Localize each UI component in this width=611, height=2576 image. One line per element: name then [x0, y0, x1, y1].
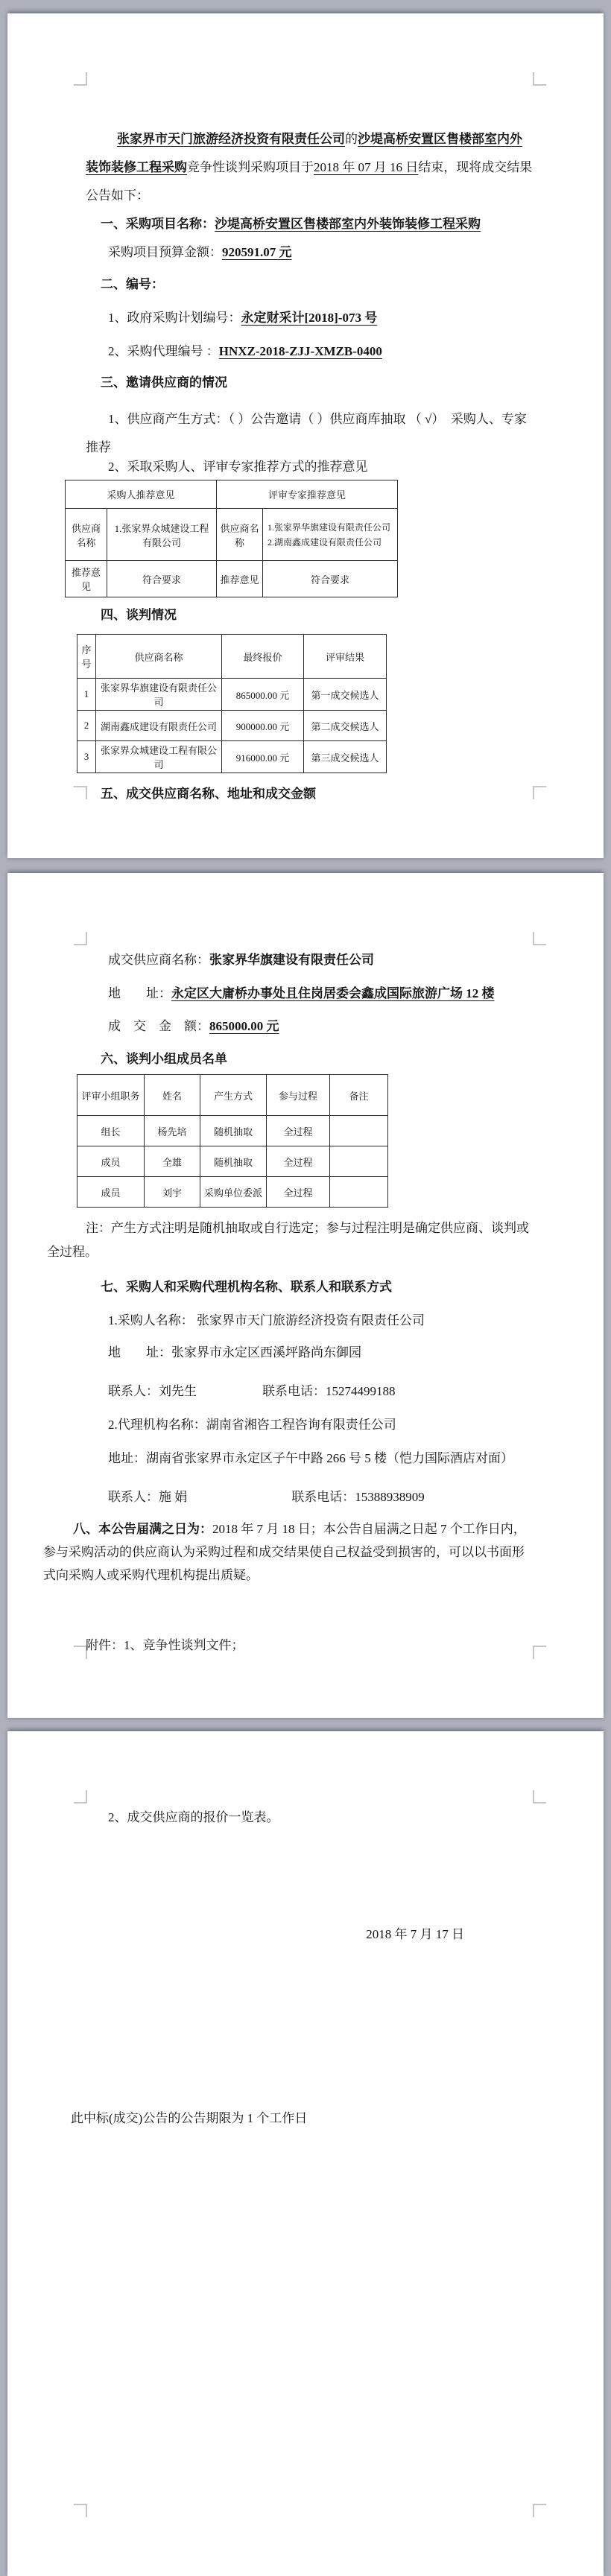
- amount-value: 865000.00 元: [209, 1019, 279, 1033]
- buyer-recommended-supplier-cell: 1.张家界众城建设工程有限公司: [107, 509, 217, 561]
- section-2-heading: [86, 270, 533, 299]
- supplier-source-line: 1、供应商产生方式：（ ）公告邀请（ ）供应商库抽取 （ √） 采购人、专家推荐: [86, 412, 527, 454]
- col-header-name: 姓名: [145, 1075, 200, 1116]
- section-3-label: 三、邀请供应商的情况: [101, 375, 227, 390]
- result-cell: 第二成交候选人: [304, 711, 387, 741]
- remark-cell: [330, 1146, 388, 1177]
- contact-person: 联系人：施 娟: [108, 1490, 188, 1504]
- winner-name: 张家界华旗建设有限责任公司: [209, 953, 374, 967]
- name-cell: 杨先培: [145, 1116, 200, 1146]
- index-cell: 1: [77, 679, 96, 711]
- buyer-name-line: 1.采购人名称： 张家界市天门旅游经济投资有限责任公司: [108, 1313, 425, 1327]
- address-label: 地 址：: [108, 986, 171, 1000]
- section-4-label: 四、谈判情况: [101, 608, 177, 622]
- announcement-period-line: 此中标(成交)公告的公告期限为 1 个工作日: [71, 2111, 308, 2125]
- section-6-heading: [86, 1045, 533, 1073]
- supplier-name-label-cell: 供应商名称: [217, 509, 263, 561]
- table-row: [77, 1116, 388, 1146]
- page-3-content: [7, 1731, 604, 2576]
- supplier-cell: 张家界众城建设工程有限公司: [96, 741, 222, 773]
- buyer-recommendation-header: 采购人推荐意见: [66, 480, 217, 509]
- budget-line: [86, 238, 533, 267]
- index-cell: 2: [77, 711, 96, 741]
- col-header-supplier: 供应商名称: [96, 635, 222, 679]
- end-date: 2018 年 07 月 16 日: [314, 160, 419, 174]
- contact-phone: 联系电话：15274499188: [262, 1384, 396, 1398]
- page-2: [7, 873, 604, 1718]
- contact-phone: 联系电话：15388938909: [291, 1490, 425, 1504]
- budget-label: 采购项目预算金额：: [108, 245, 222, 259]
- section-1-project-name: 沙堤高桥安置区售楼部室内外装饰装修工程采购: [215, 217, 481, 231]
- project-name: 沙堤高桥安置区售楼部室内外装饰装修工程采购: [86, 132, 522, 174]
- supplier-cell: 湖南鑫成建设有限责任公司: [96, 711, 222, 741]
- remark-cell: [330, 1116, 388, 1146]
- section-1-label: 一、采购项目名称：: [101, 217, 215, 231]
- method-cell: 随机抽取: [200, 1146, 267, 1177]
- remark-cell: [330, 1177, 388, 1208]
- opinion-value-cell: 符合要求: [107, 561, 217, 597]
- section-6-label: 六、谈判小组成员名单: [101, 1052, 227, 1066]
- recommendation-line: 2、采取采购人、评审专家推荐方式的推荐意见: [108, 460, 368, 474]
- agent-contact-line: [86, 1483, 533, 1511]
- contact-person: 联系人：刘先生: [108, 1384, 197, 1398]
- section-1-heading: [86, 210, 533, 238]
- process-cell: 全过程: [267, 1116, 330, 1146]
- table-row: [77, 1177, 388, 1208]
- price-cell: 900000.00 元: [222, 711, 304, 741]
- col-header-role: 评审小组职务: [77, 1075, 145, 1116]
- section-8-paragraph: [43, 1517, 533, 1587]
- recommendation-table: [65, 480, 398, 597]
- buyer-name: 张家界市天门旅游经济投资有限责任公司: [117, 132, 345, 146]
- buyer-contact-line: [86, 1377, 533, 1406]
- attachment-line-1: 附件：1、竞争性谈判文件；: [86, 1638, 244, 1652]
- plan-number-line: [86, 304, 533, 332]
- supplier-name-label-cell: 供应商名称: [66, 509, 107, 561]
- name-cell: 全雄: [145, 1146, 200, 1177]
- expert-recommended-suppliers-cell: [263, 509, 398, 561]
- table-row: [77, 1146, 388, 1177]
- section-8-label: 八、本公告届满之日为：: [73, 1522, 212, 1536]
- col-header-result: 评审结果: [304, 635, 387, 679]
- note-paragraph: 注：产生方式注明是随机抽取或自行选定；参与过程注明是确定供应商、谈判或全过程。: [47, 1221, 529, 1259]
- opinion-value-cell: 符合要求: [263, 561, 398, 597]
- section-7-label: 七、采购人和采购代理机构名称、联系人和联系方式: [101, 1280, 392, 1294]
- intro-paragraph: [86, 125, 533, 210]
- col-header-method: 产生方式: [200, 1075, 267, 1116]
- announcement-date: 2018 年 7 月 17 日: [366, 1927, 464, 1941]
- role-cell: 成员: [77, 1146, 145, 1177]
- process-cell: 全过程: [267, 1146, 330, 1177]
- budget-value: 920591.07 元: [222, 245, 292, 259]
- section-8-body: 2018 年 7 月 18 日；本公告自届满之日起 7 个工作日内，参与采购活动的供应商认为采购过程和成交结果使自己权益受到损害的，可以以书面形式向采购人或采购代理机构提出质疑。: [43, 1522, 526, 1582]
- expert-supplier-2: 2.湖南鑫成建设有限责任公司: [267, 536, 382, 548]
- attachment-line-2: 2、成交供应商的报价一览表。: [108, 1810, 279, 1824]
- section-7-heading: [86, 1273, 533, 1301]
- agency-number-label: 2、采购代理编号 ：: [108, 344, 219, 358]
- method-cell: 采购单位委派: [200, 1177, 267, 1208]
- page-3: [7, 1731, 604, 2576]
- supplier-cell: 张家界华旗建设有限责任公司: [96, 679, 222, 711]
- plan-number-value: 永定财采计[2018]-073 号: [241, 311, 378, 325]
- agency-number-line: [86, 337, 533, 366]
- winner-address-line: [86, 980, 533, 1008]
- section-2-label: 二、编号：: [101, 277, 164, 291]
- role-cell: 组长: [77, 1116, 145, 1146]
- intro-text: 结束，现将成交结果公告如下：: [86, 160, 533, 203]
- intro-text: 竞争性谈判采购项目于: [187, 160, 314, 174]
- amount-label: 成 交 金 额：: [108, 1019, 209, 1033]
- plan-number-label: 1、政府采购计划编号：: [108, 311, 241, 325]
- expert-recommendation-header: 评审专家推荐意见: [217, 480, 398, 509]
- page-1: [7, 13, 604, 858]
- panel-members-table: [77, 1074, 388, 1208]
- negotiation-table: [77, 634, 387, 773]
- section-5-heading: [86, 780, 533, 808]
- expert-supplier-1: 1.张家界华旗建设有限责任公司: [267, 521, 391, 533]
- col-header-index: 序号: [77, 635, 96, 679]
- col-header-process: 参与过程: [267, 1075, 330, 1116]
- process-cell: 全过程: [267, 1177, 330, 1208]
- agency-number-value: HNXZ-2018-ZJJ-XMZB-0400: [218, 344, 382, 358]
- section-4-heading: [86, 601, 533, 629]
- opinion-label-cell: 推荐意见: [217, 561, 263, 597]
- section-5-label: 五、成交供应商名称、地址和成交金额: [101, 787, 316, 801]
- intro-text: 的: [345, 132, 358, 146]
- address-value: 永定区大庸桥办事处且住岗居委会鑫成国际旅游广场 12 楼: [171, 986, 495, 1000]
- winner-label: 成交供应商名称：: [108, 953, 209, 967]
- table-row: [77, 711, 387, 741]
- role-cell: 成员: [77, 1177, 145, 1208]
- price-cell: 865000.00 元: [222, 679, 304, 711]
- col-header-remark: 备注: [330, 1075, 388, 1116]
- result-cell: 第三成交候选人: [304, 741, 387, 773]
- index-cell: 3: [77, 741, 96, 773]
- agent-name-line: 2.代理机构名称：湖南省湘咨工程咨询有限责任公司: [108, 1418, 396, 1432]
- result-cell: 第一成交候选人: [304, 679, 387, 711]
- section-3-heading: [86, 369, 533, 397]
- deal-amount-line: [86, 1012, 533, 1041]
- page-1-content: [7, 13, 604, 858]
- name-cell: 刘宇: [145, 1177, 200, 1208]
- table-row: [77, 679, 387, 711]
- page-2-content: [7, 873, 604, 1718]
- agent-address-line: 地址：湖南省张家界市永定区子午中路 266 号 5 楼（恺力国际酒店对面）: [108, 1451, 513, 1465]
- table-row: [77, 741, 387, 773]
- winner-line: [86, 946, 533, 974]
- price-cell: 916000.00 元: [222, 741, 304, 773]
- method-cell: 随机抽取: [200, 1116, 267, 1146]
- buyer-address-line: 地 址：张家界市永定区西溪坪路尚东御园: [108, 1345, 361, 1360]
- opinion-label-cell: 推荐意见: [66, 561, 107, 597]
- col-header-price: 最终报价: [222, 635, 304, 679]
